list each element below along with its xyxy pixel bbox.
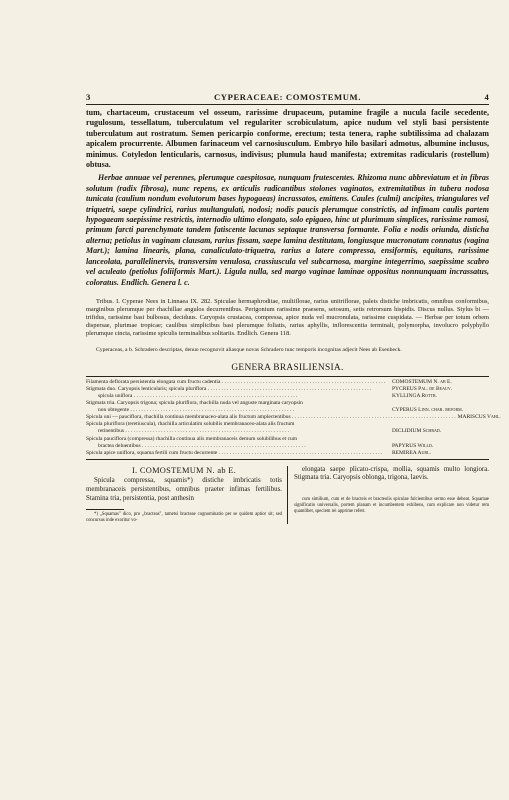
genera-row-character: non obtegente . . . . . . . . . . . . . . . . . . . . . . . . . . . . . . . . . . . . . . . . . . . . . . . . . . . . . . . . . . . . — [98, 407, 295, 414]
comostemum-description-continued: elongata saepe plicato-crispa, mollia, squamis multo longiora. Stigmata tria. Caryopsis oblonga, trigona, laevis. — [294, 465, 489, 482]
genera-bottom-rule — [86, 459, 489, 460]
running-header — [86, 92, 489, 105]
footnote-rule — [86, 509, 124, 510]
genera-row — [86, 393, 489, 400]
genera-row-character: Spicula pluriflora (teretiuscula), rhachilla articulatim solubilis membranaceo-alata alis fructum — [86, 421, 295, 428]
genera-row — [86, 400, 489, 407]
genera-row — [86, 436, 489, 443]
genera-row — [86, 443, 489, 450]
genera-row-character: retinentibus . . . . . . . . . . . . . . . . . . . . . . . . . . . . . . . . . . . . . . . . . . . . . . . . . . . . . . . . . . . . — [98, 428, 289, 435]
genera-row-character: Spicula uni — pauciflora, rhachilla continua membranaceo-alata alis fructum amplectentibus . . . . . . . . . . . . . . . . . . . . . . . . . . . . . . . . . . . . . . . . . . . . . . . . . . . . . . . . . . . . — [86, 414, 456, 421]
cyperaceas-note: Cyperaceas, a b. Schradero descriptas, denuo recognovit aliasque novas Schradero tunc temporis incognitas adjecit Nees ab Esenbeck. — [96, 346, 402, 353]
genera-row — [86, 428, 489, 435]
genera-row-genus: COMOSTEMUM N. ab E. — [392, 378, 452, 385]
genera-row-character: spicula uniflora . . . . . . . . . . . . . . . . . . . . . . . . . . . . . . . . . . . . . . . . . . . . . . . . . . . . . . . . . . . . — [98, 392, 298, 399]
genera-key-table — [86, 377, 501, 459]
genera-row-character: Filamenta deflorata persistentia elongata cum fructu cadentia . . . . . . . . . . . . . . . . . . . . . . . . . . . . . . . . . . . . . . . . . . . . . . . . . . . . . . . . . . . . — [86, 378, 386, 385]
running-title: CYPERACEAE: COMOSTEMUM. — [214, 92, 361, 102]
page-number-left: 3 — [86, 92, 91, 102]
genera-row-genus: MARISCUS Vahl. — [457, 414, 501, 421]
tribus-paragraph: Tribus. I. Cyperae Nees in Linnaea IX. 282. Spiculae hermaphroditae, multiflorae, rarius unitriflorae, paleis distiche imbricatis, omnibus conformibus, marginibus plerumque per rhachillae angulos decurrentibus. Perigonium rarissime praesens, setosum, setis retrorsum hispidis. Discus nullus. Stylus bi — trifidus, rarissime basi bulbosus, deciduus. Caryopsis crustacea, compressa, apice nuda vel mucronulata, rarissime cuspidata. — Herbae per totum orbem dispersae, plurimae tropicae; caulibus simplicibus basi plerumque foliatis, rarius aphyllis, inflorescentia terminali, polymorpha, involucro polyphyllo plerumque cincta, rarissime spiculis terminalibus solitariis. Endlich. Genera 118. — [86, 297, 489, 337]
page — [86, 92, 501, 524]
genera-row-genus: CYPERUS Linn. char. reform. — [392, 407, 464, 414]
genera-row — [86, 379, 489, 386]
fruit-description-paragraph: tum, chartaceum, crustaceum vel osseum, rarissime drupaceum, putamine fragile a nucula facile secedente, rugulosum, tessellatum, tuberculatum vel regulariter scrobiculatum, apice nudum vel styli basi persistente tuberculatum aut rostratum. Semen pericarpio conforme, erectum; testa tenera, raphe subtilissima ad chalazam apicalem procurrente. Albumen farinaceum vel carnosiusculum. Embryo hilo basilari admotus, albumine inclusus, minimus. Cotyledon lenticularis, carnosus, indivisus; plumula haud manifesta; extremitas radicularis (rostellum) obtusa. — [86, 108, 489, 170]
page-number-right: 4 — [484, 92, 489, 102]
genera-row-character: Spicula pauciflora (compressa) rhachilla continua alis membranaceis demum solubilibus et cum — [86, 435, 298, 442]
two-column-section — [86, 466, 489, 524]
genera-row-genus: REMIREA Aubl. — [392, 449, 431, 456]
genera-heading: GENERA BRASILIENSIA. — [231, 362, 344, 373]
genera-row-genus: PYCREUS Pal. de Beauv. — [392, 385, 453, 392]
genera-row — [86, 386, 489, 393]
comostemum-description: Spicula compressa, squamis*) distiche imbricatis totis membranaceis persistentibus, omnibus praeter infimas fertilibus. Stamina tria, persistentia, post anthesin — [86, 477, 282, 502]
right-column — [288, 466, 489, 524]
genera-row-character: bractea deluentibus . . . . . . . . . . . . . . . . . . . . . . . . . . . . . . . . . . . . . . . . . . . . . . . . . . . . . . . . . . . . — [98, 442, 306, 449]
habit-description-paragraph: Herbae annuae vel perennes, plerumque caespitosae, nunquam frutescentes. Rhizoma nunc abbreviatum et in fibras solutum (radix fibrosa), nunc repens, ex articulis radicantibus stolones vaginatos, extremitatibus in tubera nodosa tunicata (caulium nondum evolutorum bases hypogaeas) incrassatos, emittens. Caules (culmi) ancipites, triangulares vel triquetri, saepe cylindrici, rarius multangulati, nodosi; nodis paucis plerumque constrictis, ad infimam caulis partem hypogaeam saepissime restrictis, internodio ultimo elongato, solo epigaeo, hinc ut plurimum simplices, rarissime ramosi, primum farcti parenchymate tandem fatiscente lacunas septaque transversa formante. Folia e nodis oriunda, disticha alterna; petiolus in vaginam clausam, rarius fissam, saepe lamina destitutam, longiusque mucronatam connatus (vagina Mart.); lamina linearis, plana, canaliculato-triquetra, rarius a latere compressa, ensiformis, equitans, rarissime lanceolata, parallelinervis, transversim venulosa, crassiuscula vel subcarnosa, margine integerrimo, saepissime scabro vel aculeato (petiolus foliiformis Mart.). Ligula nulla, sed margo vaginae laminae oppositus nonnunquam incrassatus, coloratus. Endlich. Genera l. c. — [86, 173, 489, 287]
genera-row-genus: KYLLINGA Rottb. — [392, 392, 437, 399]
genera-row — [86, 421, 489, 428]
genera-row-genus: PAPYRUS Willd. — [392, 442, 434, 449]
genera-row-character: Stigmata duo. Caryopsis lenticularis; spicula pluriflora . . . . . . . . . . . . . . . . . . . . . . . . . . . . . . . . . . . . . . . . . . . . . . . . . . . . . . . . . . . . — [86, 385, 372, 392]
footnote-left: *) „Squamas" dico, pro „bracteas", tametsi bracteae cognominatio per se quidem aptior sit; sed concursus inde exoritur vo- — [86, 512, 282, 524]
genera-row — [86, 450, 489, 457]
comostemum-heading: I. COMOSTEMUM N. ab E. — [131, 465, 237, 475]
genera-row-character: Stigmata tria. Caryopsis trigona; spicula pluriflora, rhachilla nuda vel anguste marginata caryopsin — [86, 400, 303, 407]
genera-row-character: Spicula apice uniflora, squama fertili cum fructu decurrente . . . . . . . . . . . . . . . . . . . . . . . . . . . . . . . . . . . . . . . . . . . . . . . . . . . . . . . . . . . . — [86, 449, 383, 456]
genera-row-genus: DICLIDIUM Schrad. — [392, 428, 442, 435]
footnote-right: cum similium, cum et de bracteis et bracteolis spiculae fulcientibus sermo esse debeat. Squamae significatio universalis, portem planam et incumbentem exhibens, cum explicare non videtur rem quamlibet, speciem rei apprime refert. — [294, 496, 489, 514]
left-column — [86, 466, 288, 524]
